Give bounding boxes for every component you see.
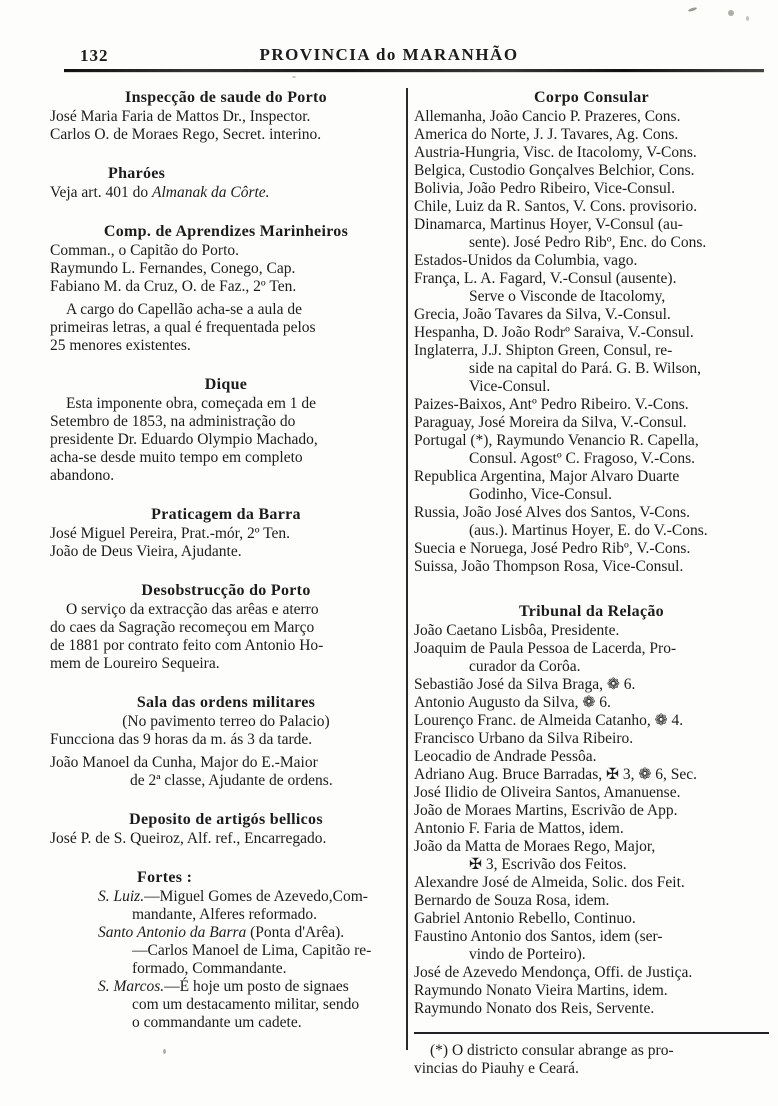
text-segment: Fabiano M. da Cruz, O. de Faz., 2º Ten. xyxy=(50,278,297,295)
text-line xyxy=(414,324,769,342)
text-line xyxy=(50,960,402,978)
text-segment: vindo de Porteiro). xyxy=(469,946,586,963)
text-line xyxy=(50,413,402,431)
text-segment: Gabriel Antonio Rebello, Continuo. xyxy=(414,910,636,927)
text-segment: Republica Argentina, Major Alvaro Duarte xyxy=(414,468,680,485)
text-line xyxy=(50,713,402,731)
scan-artifact xyxy=(292,76,296,78)
text-line xyxy=(50,655,402,673)
text-line xyxy=(414,856,769,874)
column-divider xyxy=(406,88,408,1050)
text-segment: Estados-Unidos da Columbia, vago. xyxy=(414,252,638,269)
text-line xyxy=(50,619,402,637)
text-line xyxy=(414,378,769,396)
section-heading: Tribunal da Relação xyxy=(519,603,664,620)
text-line xyxy=(414,216,769,234)
text-line xyxy=(414,234,769,252)
text-segment: primeiras letras, a qual é frequentada pelos xyxy=(50,319,316,336)
text-segment: Antonio F. Faria de Mattos, idem. xyxy=(414,820,624,837)
section xyxy=(50,868,402,1032)
text-segment: Sebastião José da Silva Braga, ❁ 6. xyxy=(414,676,636,693)
text-line xyxy=(50,395,402,413)
text-segment: de 1881 por contrato feito com Antonio Ho- xyxy=(50,637,324,654)
text-segment: presidente Dr. Eduardo Olympio Machado, xyxy=(50,431,318,448)
text-line xyxy=(414,784,769,802)
text-segment: acha-se desde muito tempo em completo xyxy=(50,449,303,466)
text-segment: side na capital do Pará. G. B. Wilson, xyxy=(469,360,701,377)
section xyxy=(50,164,402,202)
text-line xyxy=(414,270,769,288)
text-segment: Dinamarca, Martinus Hoyer, V-Consul (au- xyxy=(414,216,683,233)
text-segment: João Manoel da Cunha, Major do E.-Maior xyxy=(50,754,318,771)
section-heading: Praticagem da Barra xyxy=(151,506,301,523)
section-heading: Comp. de Aprendizes Marinheiros xyxy=(103,223,349,240)
text-segment: (aus.). Martinus Hoyer, E. do V.-Cons. xyxy=(469,522,708,539)
text-segment: Setembro de 1853, na administração do xyxy=(50,413,296,430)
text-segment: com um destacamento militar, sendo xyxy=(132,996,360,1013)
text-line xyxy=(414,910,769,928)
text-line xyxy=(50,525,402,543)
text-segment: Consul. Agostº C. Fragoso, V.-Cons. xyxy=(469,450,696,467)
section-heading: Pharóes xyxy=(108,165,166,182)
text-line xyxy=(414,820,769,838)
text-segment: França, L. A. Fagard, V.-Consul (ausente). xyxy=(414,270,677,287)
text-line xyxy=(50,543,402,561)
section xyxy=(50,222,402,355)
text-segment: (*) O districto consular abrange as pro- xyxy=(430,1042,674,1059)
text-segment: do caes da Sagração recomeçou em Março xyxy=(50,619,315,636)
section xyxy=(50,375,402,485)
text-segment: 25 menores existentes. xyxy=(50,337,191,354)
text-line xyxy=(50,431,402,449)
text-line xyxy=(50,906,402,924)
text-segment: mandante, Alferes reformado. xyxy=(132,906,318,923)
text-segment: (No pavimento terreo do Palacio) xyxy=(122,713,330,730)
text-segment: Veja art. 401 do xyxy=(50,184,153,201)
section xyxy=(414,88,769,576)
text-line xyxy=(414,928,769,946)
text-line xyxy=(414,982,769,1000)
text-line xyxy=(414,306,769,324)
text-segment: sente). José Pedro Ribº, Enc. do Cons. xyxy=(469,234,707,251)
text-segment: Hespanha, D. João Rodrº Saraiva, V.-Consul. xyxy=(414,324,694,341)
text-line xyxy=(50,126,402,144)
text-segment: Vice-Consul. xyxy=(469,378,551,395)
text-segment: Paizes-Baixos, Antº Pedro Ribeiro. V.-Cons. xyxy=(414,396,689,413)
text-segment: Antonio Augusto da Silva, ❁ 6. xyxy=(414,694,611,711)
text-line xyxy=(50,772,402,790)
section-heading: Corpo Consular xyxy=(534,89,649,106)
text-segment: Serve o Visconde de Itacolomy, xyxy=(469,288,666,305)
text-segment: o commandante um cadete. xyxy=(132,1014,302,1031)
text-line xyxy=(414,838,769,856)
text-segment: José P. de S. Queiroz, Alf. ref., Encarregado. xyxy=(50,830,327,847)
text-line xyxy=(50,301,402,319)
text-segment: João da Matta de Moraes Rego, Major, xyxy=(414,838,656,855)
section xyxy=(50,505,402,561)
text-line xyxy=(50,978,402,996)
text-segment: —Miguel Gomes de Azevedo,Com- xyxy=(144,888,368,905)
text-segment: João de Deus Vieira, Ajudante. xyxy=(50,543,242,560)
text-line xyxy=(50,601,402,619)
text-line xyxy=(414,694,769,712)
text-segment: Paraguay, José Moreira da Silva, V.-Consul. xyxy=(414,414,687,431)
text-segment: Alexandre José de Almeida, Solic. dos Feit. xyxy=(414,874,685,891)
right-column xyxy=(414,88,769,1078)
text-line xyxy=(50,242,402,260)
scan-artifact xyxy=(728,10,734,16)
text-segment: Bernardo de Souza Rosa, idem. xyxy=(414,892,610,909)
text-line xyxy=(50,337,402,355)
text-line xyxy=(414,162,769,180)
text-line xyxy=(414,504,769,522)
text-segment: Portugal (*), Raymundo Venancio R. Capella, xyxy=(414,432,699,449)
text-line xyxy=(414,360,769,378)
text-line xyxy=(414,622,769,640)
scan-artifact xyxy=(746,16,749,21)
text-segment: Joaquim de Paula Pessoa de Lacerda, Pro- xyxy=(414,640,677,657)
text-line xyxy=(414,540,769,558)
left-column xyxy=(50,88,402,1078)
text-segment: Raymundo Nonato Vieira Martins, idem. xyxy=(414,982,668,999)
text-segment: Suissa, João Thompson Rosa, Vice-Consul. xyxy=(414,558,684,575)
text-segment: Chile, Luiz da R. Santos, V. Cons. provisorio. xyxy=(414,198,698,215)
section-heading: Desobstrucção do Porto xyxy=(141,582,311,599)
italic-text: Almanak da Côrte. xyxy=(152,184,270,201)
text-line xyxy=(414,198,769,216)
text-line xyxy=(414,658,769,676)
text-line xyxy=(414,802,769,820)
text-line xyxy=(50,888,402,906)
text-segment: Carlos O. de Moraes Rego, Secret. interino. xyxy=(50,126,322,143)
text-segment: Belgica, Custodio Gonçalves Belchior, Cons. xyxy=(414,162,695,179)
scan-artifact xyxy=(688,7,697,13)
section xyxy=(50,810,402,848)
text-line xyxy=(414,450,769,468)
section-heading: Deposito de artigós bellicos xyxy=(129,811,323,828)
text-segment: Comman., o Capitão do Porto. xyxy=(50,242,240,259)
text-segment: Godinho, Vice-Consul. xyxy=(469,486,613,503)
text-line xyxy=(50,319,402,337)
text-line xyxy=(50,996,402,1014)
text-line xyxy=(414,522,769,540)
text-line xyxy=(414,730,769,748)
text-line xyxy=(414,874,769,892)
page-header xyxy=(0,44,778,70)
text-segment: Faustino Antonio dos Santos, idem (ser- xyxy=(414,928,663,945)
text-line xyxy=(50,278,402,296)
italic-text: S. Luiz. xyxy=(98,888,145,905)
page-number: 132 xyxy=(80,46,109,65)
text-line xyxy=(414,180,769,198)
text-segment: O serviço da extracção das arêas e aterro xyxy=(66,601,319,618)
section xyxy=(50,693,402,790)
text-segment: abandono. xyxy=(50,467,115,484)
text-line xyxy=(50,260,402,278)
text-line xyxy=(414,108,769,126)
text-line xyxy=(50,1014,402,1032)
text-line xyxy=(414,126,769,144)
text-segment: José Miguel Pereira, Prat.-mór, 2º Ten. xyxy=(50,525,291,542)
text-segment: Suecia e Noruega, José Pedro Ribº, V.-Cons. xyxy=(414,540,691,557)
text-line xyxy=(414,748,769,766)
text-segment: Russia, João José Alves dos Santos, V-Cons. xyxy=(414,504,691,521)
text-line xyxy=(50,830,402,848)
text-line xyxy=(50,108,402,126)
italic-text: S. Marcos. xyxy=(98,978,165,995)
text-line xyxy=(414,558,769,576)
text-line xyxy=(414,676,769,694)
text-line xyxy=(414,396,769,414)
text-segment: Bolivia, João Pedro Ribeiro, Vice-Consul. xyxy=(414,180,675,197)
text-segment: Allemanha, João Cancio P. Prazeres, Cons. xyxy=(414,108,681,125)
text-line xyxy=(414,892,769,910)
text-line xyxy=(50,754,402,772)
text-line xyxy=(50,449,402,467)
section-heading: Dique xyxy=(204,376,248,393)
text-line xyxy=(50,184,402,202)
text-line xyxy=(50,731,402,749)
text-segment: Adriano Aug. Bruce Barradas, ✠ 3, ❁ 6, Sec. xyxy=(414,766,697,783)
text-segment: mem de Loureiro Sequeira. xyxy=(50,655,220,672)
text-segment: Funcciona das 9 horas da m. ás 3 da tarde. xyxy=(50,731,313,748)
text-line xyxy=(414,1000,769,1018)
section-heading: Inspecção de saude do Porto xyxy=(125,89,327,106)
text-segment: João de Moraes Martins, Escrivão de App. xyxy=(414,802,678,819)
footnote xyxy=(414,1032,769,1078)
page-title: PROVINCIA do MARANHÃO xyxy=(259,45,519,64)
text-line xyxy=(414,1042,769,1060)
section xyxy=(414,602,769,1018)
italic-text: Santo Antonio da Barra xyxy=(98,924,247,941)
text-line xyxy=(414,342,769,360)
text-segment: Raymundo L. Fernandes, Conego, Cap. xyxy=(50,260,296,277)
text-segment: Esta imponente obra, começada em 1 de xyxy=(66,395,317,412)
text-line xyxy=(414,432,769,450)
text-segment: José Maria Faria de Mattos Dr., Inspector. xyxy=(50,108,311,125)
header-rule xyxy=(64,69,764,73)
text-segment: (Ponta d'Arêa). xyxy=(246,924,345,941)
section xyxy=(50,88,402,144)
text-segment: curador da Corôa. xyxy=(469,658,581,675)
text-line xyxy=(50,924,402,942)
text-segment: America do Norte, J. J. Tavares, Ag. Cons. xyxy=(414,126,679,143)
text-line xyxy=(414,1060,769,1078)
text-segment: Grecia, João Tavares da Silva, V.-Consul. xyxy=(414,306,671,323)
text-segment: de 2ª classe, Ajudante de ordens. xyxy=(130,772,333,789)
text-segment: Lourenço Franc. de Almeida Catanho, ❁ 4. xyxy=(414,712,684,729)
section-heading: Fortes : xyxy=(137,869,193,886)
text-line xyxy=(50,942,402,960)
text-segment: Inglaterra, J.J. Shipton Green, Consul, re- xyxy=(414,342,673,359)
section-heading: Sala das ordens militares xyxy=(136,694,316,711)
text-line xyxy=(414,946,769,964)
text-segment: vincias do Piauhy e Ceará. xyxy=(414,1060,579,1077)
text-line xyxy=(414,486,769,504)
text-segment: Raymundo Nonato dos Reis, Servente. xyxy=(414,1000,655,1017)
text-segment: ✠ 3, Escrivão dos Feitos. xyxy=(469,856,627,873)
text-segment: —É hoje um posto de signaes xyxy=(164,978,349,995)
text-line xyxy=(414,964,769,982)
text-line xyxy=(414,712,769,730)
scan-artifact xyxy=(163,1049,166,1054)
text-segment: —Carlos Manoel de Lima, Capitão re- xyxy=(132,942,372,959)
text-line xyxy=(414,288,769,306)
text-line xyxy=(414,468,769,486)
text-segment: Austria-Hungria, Visc. de Itacolomy, V-Cons. xyxy=(414,144,697,161)
text-segment: Francisco Urbano da Silva Ribeiro. xyxy=(414,730,634,747)
text-line xyxy=(50,467,402,485)
text-segment: A cargo do Capellão acha-se a aula de xyxy=(66,301,302,318)
text-segment: João Caetano Lisbôa, Presidente. xyxy=(414,622,620,639)
text-segment: Leocadio de Andrade Pessôa. xyxy=(414,748,597,765)
section xyxy=(50,581,402,673)
text-line xyxy=(414,144,769,162)
text-line xyxy=(414,640,769,658)
text-line xyxy=(414,766,769,784)
text-segment: José Ilidio de Oliveira Santos, Amanuense. xyxy=(414,784,681,801)
text-line xyxy=(414,414,769,432)
text-segment: formado, Commandante. xyxy=(132,960,287,977)
text-line xyxy=(50,637,402,655)
page-body xyxy=(0,88,778,1078)
text-segment: José de Azevedo Mendonça, Offi. de Justiça. xyxy=(414,964,693,981)
text-line xyxy=(414,252,769,270)
